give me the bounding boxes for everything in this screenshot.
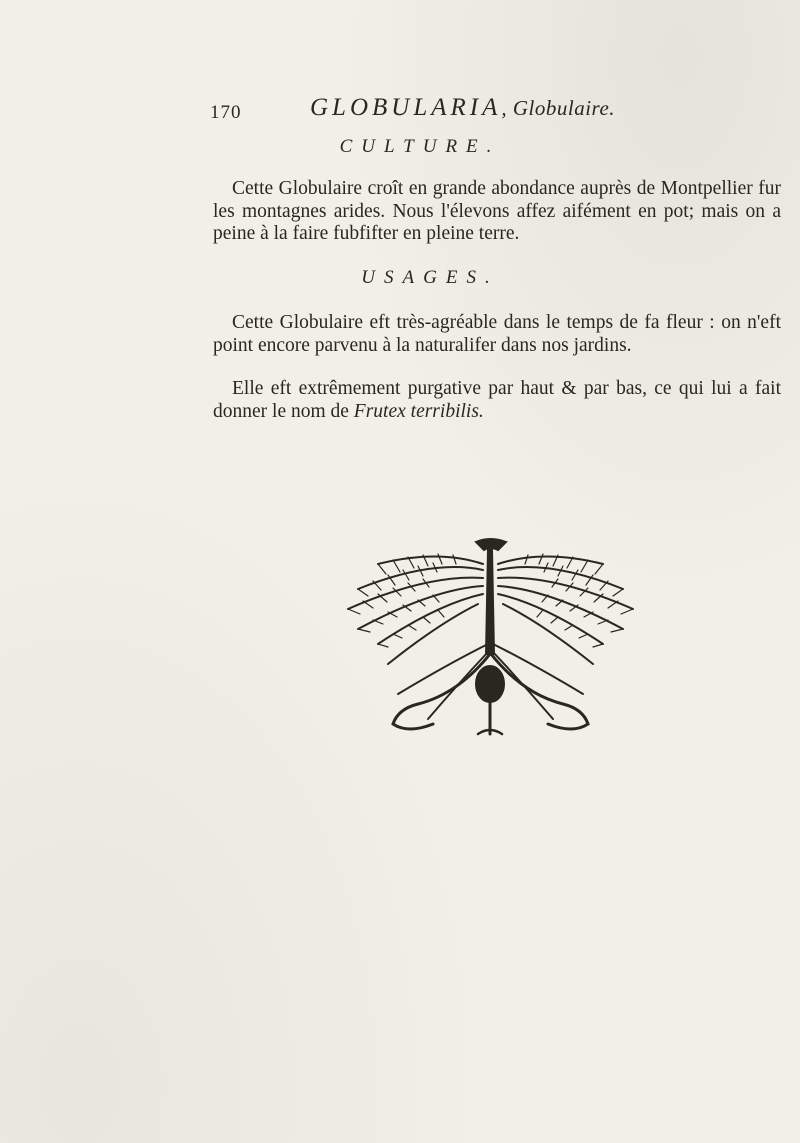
frutex-terribilis-name: Frutex terribilis. xyxy=(353,400,484,422)
page-number: 170 xyxy=(210,102,242,123)
usages-heading: USAGES. xyxy=(361,267,499,288)
usages-paragraph-2 xyxy=(213,378,781,423)
page-header xyxy=(0,92,800,132)
running-title-sub: , Globulaire. xyxy=(501,96,616,120)
culture-paragraph: Cette Globulaire croît en grande abondance auprès de Montpellier fur les montagnes arides. Nous l'élevons affez aifément en pot; mais on a peine à la faire fubfifter en pleine terre. xyxy=(213,178,781,244)
culture-heading: CULTURE. xyxy=(339,136,501,157)
running-title xyxy=(310,94,615,122)
usages-paragraph-1: Cette Globulaire eft très-agréable dans le temps de fa fleur : on n'eft point encore parvenu à la naturalifer dans nos jardins. xyxy=(213,312,781,356)
fleuron-ornament-icon xyxy=(338,534,643,744)
usages-paragraph-2-text: Elle eft extrêmement purgative par haut & par bas, ce qui lui a fait donner le nom de xyxy=(213,378,781,422)
running-title-main: GLOBULARIA xyxy=(310,94,502,121)
